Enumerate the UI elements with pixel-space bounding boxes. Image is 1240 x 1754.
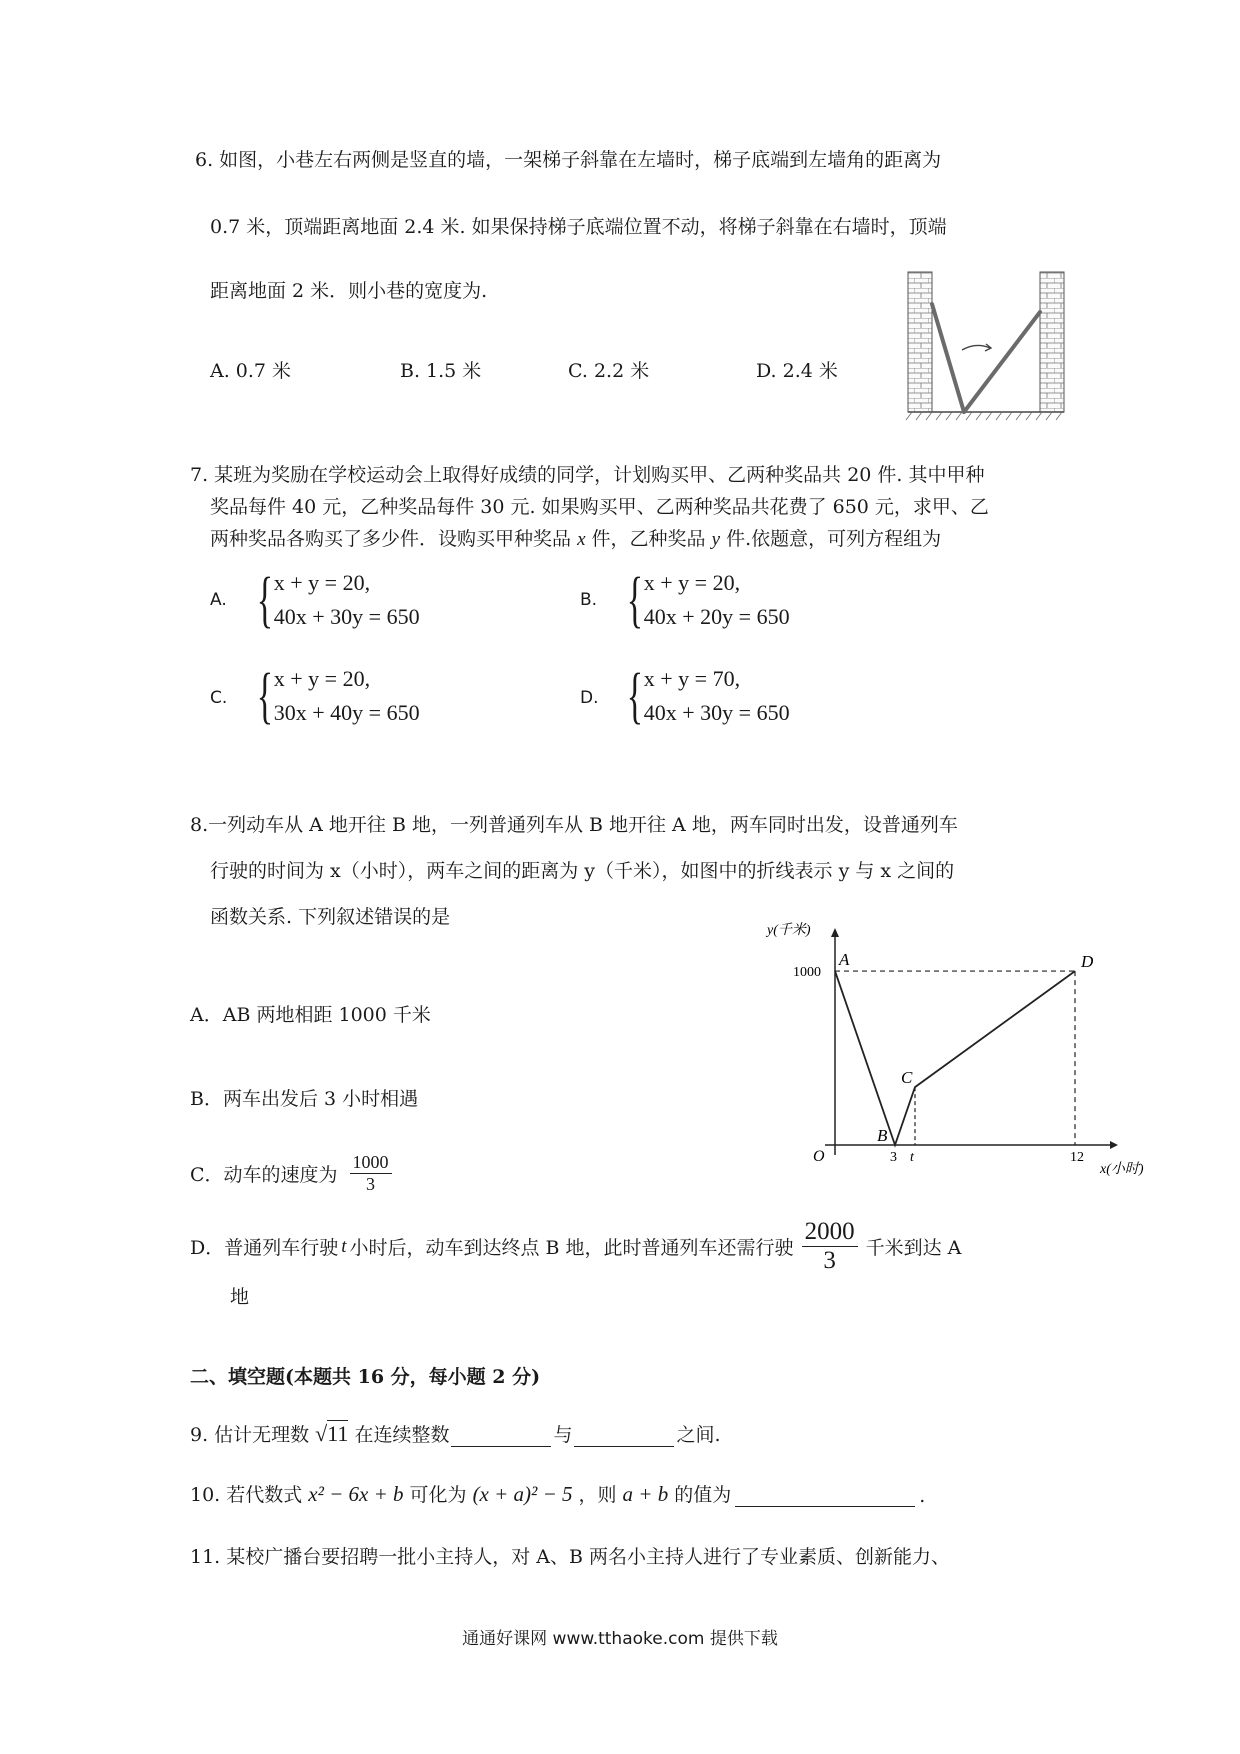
var-y: y [711, 529, 721, 550]
distance-time-chart [755, 920, 1144, 1180]
x-tick-label: 12 [1070, 1150, 1084, 1165]
q7-option-b-label: B. [580, 590, 598, 610]
q8-option-d-cont: 地 [230, 1286, 250, 1308]
y-axis-arrow-icon [831, 928, 839, 937]
rotation-arrow-icon [962, 345, 990, 350]
q8-line3: 函数关系. 下列叙述错误的是 [210, 906, 451, 928]
var-t: t [341, 1235, 347, 1257]
q11-line1: 11. 某校广播台要招聘一批小主持人，对 A、B 两名小主持人进行了专业素质、创新能力、 [190, 1546, 951, 1568]
equation: 40x + 30y = 650 [643, 700, 790, 725]
q8-option-d: D．普通列车行驶 t 小时后，动车到达终点 B 地，此时普通列车还需行驶 $\frac{2000}{3}$ 千米到达 A [190, 1218, 962, 1274]
q6-line1: 6. 如图，小巷左右两侧是竖直的墙，一架梯子斜靠在左墙时，梯子底端到左墙角的距离为 [195, 149, 942, 171]
q6-option-d: D. 2.4 米 [756, 360, 838, 382]
ladder-left [932, 304, 964, 412]
var-x: x [577, 529, 586, 550]
answer-blank[interactable] [451, 1446, 551, 1447]
point-label-c: C [901, 1068, 913, 1088]
ladder-right [964, 312, 1040, 412]
q7-line1: 7. 某班为奖励在学校运动会上取得好成绩的同学，计划购买甲、乙两种奖品共 20 件. 其中甲种 [190, 464, 985, 486]
q7-option-c-label: C. [210, 688, 228, 708]
equation: x + y = 20, [643, 570, 741, 595]
answer-blank[interactable] [735, 1506, 915, 1507]
equation: 40x + 20y = 650 [643, 604, 790, 629]
series-line [835, 971, 1075, 1145]
ladder-figure [900, 268, 1070, 428]
y-axis-label: y(千米) [767, 923, 811, 938]
x-tick-label: t [910, 1150, 914, 1165]
expression: a + b [622, 1482, 669, 1506]
x-axis-label: x(小时) [1100, 1162, 1144, 1177]
point-label-b: B [877, 1126, 888, 1145]
q9: 9. 估计无理数 √11 在连续整数 与 之间. [190, 1421, 721, 1446]
equation: 40x + 30y = 650 [273, 604, 420, 629]
q7-option-d-system: { x + y = 70, 40x + 30y = 650 [626, 662, 790, 730]
q7-option-d-label: D. [580, 688, 599, 708]
sqrt-expression: √11 [315, 1421, 349, 1446]
point-label-a: A [839, 950, 850, 970]
q7-line2: 奖品每件 40 元，乙种奖品每件 30 元. 如果购买甲、乙两种奖品共花费了 650 元，求甲、乙 [210, 496, 989, 518]
expression: (x + a)² − 5 [472, 1482, 573, 1506]
q8-line2: 行驶的时间为 x（小时），两车之间的距离为 y（千米），如图中的折线表示 y 与 x 之间的 [210, 860, 955, 882]
equation: x + y = 20, [273, 666, 371, 691]
q8-option-a: A．AB 两地相距 1000 千米 [190, 1004, 431, 1026]
q8-option-b: B．两车出发后 3 小时相遇 [190, 1088, 419, 1110]
fraction: $\frac{1000}{3}$ [350, 1152, 392, 1195]
equation: x + y = 20, [273, 570, 371, 595]
q6-option-a: A. 0.7 米 [210, 360, 292, 382]
q7-line3: 两种奖品各购买了多少件．设购买甲种奖品 x 件，乙种奖品 y 件.依题意，可列方程组为 [210, 528, 942, 550]
equation: 30x + 40y = 650 [273, 700, 420, 725]
fraction: $\frac{2000}{3}$ [802, 1218, 858, 1275]
q8-line1: 8.一列动车从 A 地开往 B 地，一列普通列车从 B 地开往 A 地，两车同时出发，设普通列车 [190, 814, 958, 836]
q7-option-b-system: { x + y = 20, 40x + 20y = 650 [626, 566, 790, 634]
q7-option-a-system: { x + y = 20, 40x + 30y = 650 [256, 566, 420, 634]
right-wall [1040, 272, 1064, 412]
page-footer: 通通好课网 www.tthaoke.com 提供下载 [462, 1629, 778, 1649]
x-tick-label: 3 [890, 1150, 897, 1165]
q7-option-c-system: { x + y = 20, 30x + 40y = 650 [256, 662, 420, 730]
q6-line2: 0.7 米，顶端距离地面 2.4 米. 如果保持梯子底端位置不动，将梯子斜靠在右墙时，顶端 [210, 216, 947, 238]
y-tick-label: 1000 [793, 965, 821, 981]
x-axis-arrow-icon [1110, 1141, 1118, 1149]
expression: x² − 6x + b [308, 1482, 404, 1506]
answer-blank[interactable] [574, 1446, 674, 1447]
q6-line3: 距离地面 2 米．则小巷的宽度为. [210, 280, 488, 302]
point-label-d: D [1081, 952, 1094, 972]
q7-option-a-label: A. [210, 590, 227, 610]
q6-option-c: C. 2.2 米 [568, 360, 650, 382]
equation: x + y = 70, [643, 666, 741, 691]
origin-label: O [813, 1148, 825, 1165]
left-wall [908, 272, 932, 412]
q10: 10. 若代数式 x² − 6x + b 可化为 (x + a)² − 5 ，则 a + b 的值为 . [190, 1482, 926, 1507]
section-2-title: 二、填空题(本题共 16 分，每小题 2 分) [190, 1366, 541, 1388]
q8-option-c: C．动车的速度为 $\frac{1000}{3}$ [190, 1152, 392, 1195]
q6-option-b: B. 1.5 米 [400, 360, 482, 382]
